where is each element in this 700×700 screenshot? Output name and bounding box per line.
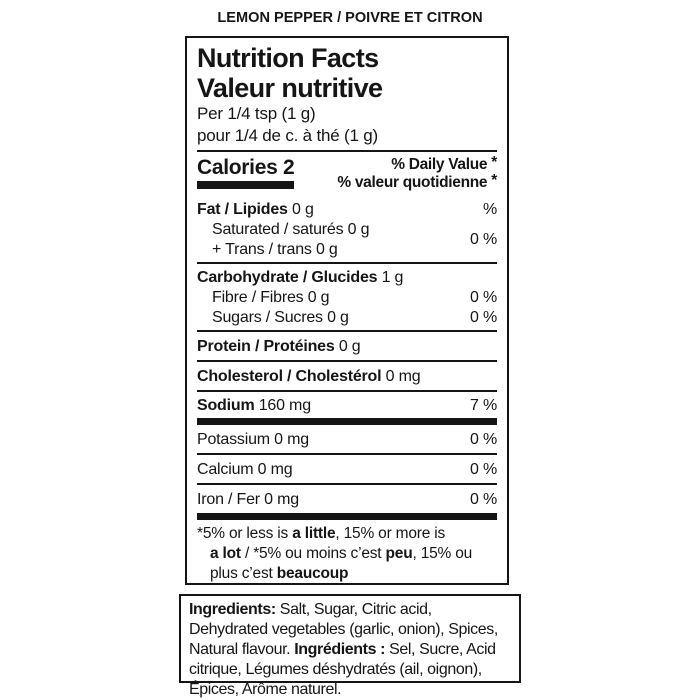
calories-value: 2 <box>283 156 295 179</box>
calories-block <box>197 152 497 196</box>
iron-dv: 0 % <box>470 491 497 508</box>
ingredients-label-fr: Ingrédients : <box>294 641 386 658</box>
row-cholesterol <box>197 362 497 390</box>
thick-bar <box>197 418 497 425</box>
fibre-dv: 0 % <box>470 289 497 306</box>
calcium-dv: 0 % <box>470 461 497 478</box>
thick-bar <box>197 513 497 520</box>
footnote-text: a little <box>292 525 336 542</box>
sodium-label: Sodium <box>197 397 255 414</box>
row-saturated-trans <box>197 220 497 262</box>
calories-underline-bar <box>197 181 294 189</box>
trans-label: + Trans / trans 0 g <box>212 241 338 258</box>
footnote-text: / *5% ou moins c’est <box>240 545 386 562</box>
row-protein <box>197 332 497 360</box>
row-sodium <box>197 392 497 418</box>
calcium-label: Calcium 0 mg <box>197 461 293 478</box>
daily-value-star: * <box>491 154 497 171</box>
fat-label: Fat / Lipides <box>197 201 288 218</box>
potassium-label: Potassium 0 mg <box>197 431 309 448</box>
protein-label: Protein / Protéines <box>197 338 335 355</box>
daily-value-header <box>337 152 497 196</box>
row-sugars <box>197 308 497 330</box>
footnote-text: a lot <box>210 545 241 562</box>
cholesterol-amount: 0 mg <box>385 368 421 385</box>
sugars-label: Sugars / Sucres 0 g <box>212 309 349 326</box>
row-fibre <box>197 288 497 308</box>
footnote-text: *5% or less is <box>197 525 293 542</box>
footnote-text: plus c’est <box>210 565 277 582</box>
footnote-text: , 15% or more is <box>335 525 446 542</box>
calories <box>197 152 294 196</box>
carbohydrate-label: Carbohydrate / Glucides <box>197 269 378 286</box>
protein-amount: 0 g <box>338 338 361 355</box>
row-iron <box>197 485 497 513</box>
fibre-label: Fibre / Fibres 0 g <box>212 289 330 306</box>
footnote-text: , 15% ou <box>412 545 473 562</box>
ingredients-panel <box>179 594 521 698</box>
heading-fr: Valeur nutritive <box>197 73 383 103</box>
heading-en: Nutrition Facts <box>197 43 379 73</box>
serving-size-en: Per 1/4 tsp (1 g) <box>197 104 316 123</box>
row-carbohydrate <box>197 264 497 288</box>
row-fat <box>197 196 497 220</box>
potassium-dv: 0 % <box>470 431 497 448</box>
ingredients-text-fr: Sel, Sucre, Acid citrique, Légumes déshydratés (ail, oignon), Épices, Arôme naturel. <box>189 641 496 698</box>
saturated-label: Saturated / saturés 0 g <box>212 221 370 238</box>
footnote-text: beaucoup <box>276 565 349 582</box>
product-title: LEMON PEPPER / POIVRE ET CITRON <box>217 9 483 26</box>
fat-amount: 0 g <box>292 201 314 218</box>
sodium-dv: 7 % <box>470 397 497 414</box>
row-calcium <box>197 455 497 483</box>
calories-label: Calories <box>197 156 278 179</box>
sugars-dv: 0 % <box>470 309 497 326</box>
iron-label: Iron / Fer 0 mg <box>197 491 299 508</box>
row-potassium <box>197 425 497 453</box>
nutrition-facts-panel <box>185 36 509 585</box>
sodium-amount: 160 mg <box>258 397 311 414</box>
daily-value-fr: % valeur quotidienne <box>337 174 488 191</box>
footnote-text: peu <box>385 545 413 562</box>
carbohydrate-amount: 1 g <box>381 269 404 286</box>
saturated-trans-dv: 0 % <box>470 231 497 248</box>
daily-value-footnote <box>197 520 497 584</box>
fat-dv: % <box>482 201 497 218</box>
ingredients-label-en: Ingredients: <box>189 601 276 618</box>
serving-size-fr: pour 1/4 de c. à thé (1 g) <box>197 126 378 145</box>
daily-value-en: % Daily Value <box>391 156 488 173</box>
ingredients-text-en: Salt, Sugar, Citric acid, Dehydrated vegetables (garlic, onion), Spices, Natural flavour. <box>189 601 498 658</box>
cholesterol-label: Cholesterol / Cholestérol <box>197 368 382 385</box>
daily-value-star: * <box>491 172 497 189</box>
